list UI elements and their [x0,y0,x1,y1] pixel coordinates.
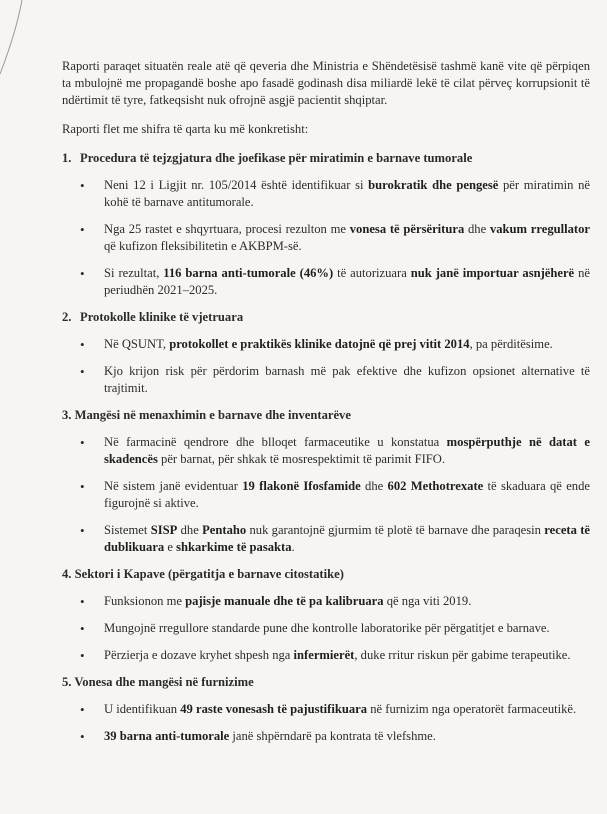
section-5-list [62,701,590,745]
section-1-list [62,177,590,299]
list-item: • Neni 12 i Ligjit nr. 105/2014 është identifikuar si burokratik dhe pengesë për miratimin në kohë të barnave antitumorale. [80,178,590,209]
section-2-title: 2. Protokolle klinike të vjetruara [62,310,244,324]
bullet-icon: • [80,479,85,494]
list-item: • U identifikuan 49 raste vonesash të pajustifikuara në furnizim nga operatorët farmaceutikë. [80,702,577,717]
intro-paragraph: Raporti paraqet situatën reale atë që qeveria dhe Ministria e Shëndetësisë tashmë kanë vite që përpiqen ta mbulojnë me propagandë boshe apo fasadë godinash disa miliardë lekë të cilat përveç korrupsionit të ndërtimit të tyre, fatkeqsisht nuk ofrojnë asgjë pacientit shqiptar. [62,59,590,107]
bullet-icon: • [80,702,85,717]
scan-edge-mark [0,0,30,80]
section-4-list [62,593,590,664]
bullet-icon: • [80,364,85,379]
list-item: • 39 barna anti-tumorale janë shpërndarë pa kontrata të vlefshme. [80,729,436,744]
section-2 [62,309,590,397]
section-5-title: 5. Vonesa dhe mangësi në furnizime [62,675,254,689]
section-4-title: 4. Sektori i Kapave (përgatitja e barnave citostatike) [62,567,344,581]
section-3-list [62,434,590,556]
list-item: • Sistemet SISP dhe Pentaho nuk garantojnë gjurmim të plotë të barnave dhe paraqesin receta të dublikuara e shkarkime të pasakta. [80,523,590,554]
bullet-icon: • [80,337,85,352]
bullet-icon: • [80,266,85,281]
bullet-icon: • [80,729,85,744]
list-item: • Kjo krijon risk për përdorim barnash më pak efektive dhe kufizon opsionet alternative të trajtimit. [80,364,590,395]
list-item: • Funksionon me pajisje manuale dhe të pa kalibruara që nga viti 2019. [80,594,472,609]
section-3-title: 3. Mangësi në menaxhimin e barnave dhe inventarëve [62,408,351,422]
section-4 [62,566,590,664]
section-3 [62,407,590,556]
list-item: • Në sistem janë evidentuar 19 flakonë Ifosfamide dhe 602 Methotrexate të skaduara që ende figurojnë si aktive. [80,479,590,510]
bullet-icon: • [80,648,85,663]
list-item: • Nga 25 rastet e shqyrtuara, procesi rezulton me vonesa të përsëritura dhe vakum rregullator që kufizon fleksibilitetin e AKBPM-së. [80,222,590,253]
bullet-icon: • [80,621,85,636]
section-1-title: 1. Procedura të tejzgjatura dhe joefikase për miratimin e barnave tumorale [62,151,473,165]
list-item: • Në farmacinë qendrore dhe blloqet farmaceutike u konstatua mospërputhje në datat e skadencës për barnat, për shkak të mosrespektimit të parimit FIFO. [80,435,590,466]
section-1 [62,150,590,299]
section-5 [62,674,590,745]
lead-paragraph: Raporti flet me shifra të qarta ku më konkretisht: [62,122,309,136]
bullet-icon: • [80,523,85,538]
bullet-icon: • [80,222,85,237]
section-2-list [62,336,590,397]
bullet-icon: • [80,435,85,450]
document-body [62,58,590,755]
list-item: • Përzierja e dozave kryhet shpesh nga infermierët, duke rritur riskun për gabime terapeutike. [80,648,571,663]
list-item: • Si rezultat, 116 barna anti-tumorale (46%) të autorizuara nuk janë importuar asnjëherë në periudhën 2021–2025. [80,266,590,297]
list-item: • Mungojnë rregullore standarde pune dhe kontrolle laboratorike për përgatitjet e barnave. [80,621,550,636]
list-item: • Në QSUNT, protokollet e praktikës klinike datojnë që prej vitit 2014, pa përditësime. [80,337,553,352]
bullet-icon: • [80,178,85,193]
bullet-icon: • [80,594,85,609]
